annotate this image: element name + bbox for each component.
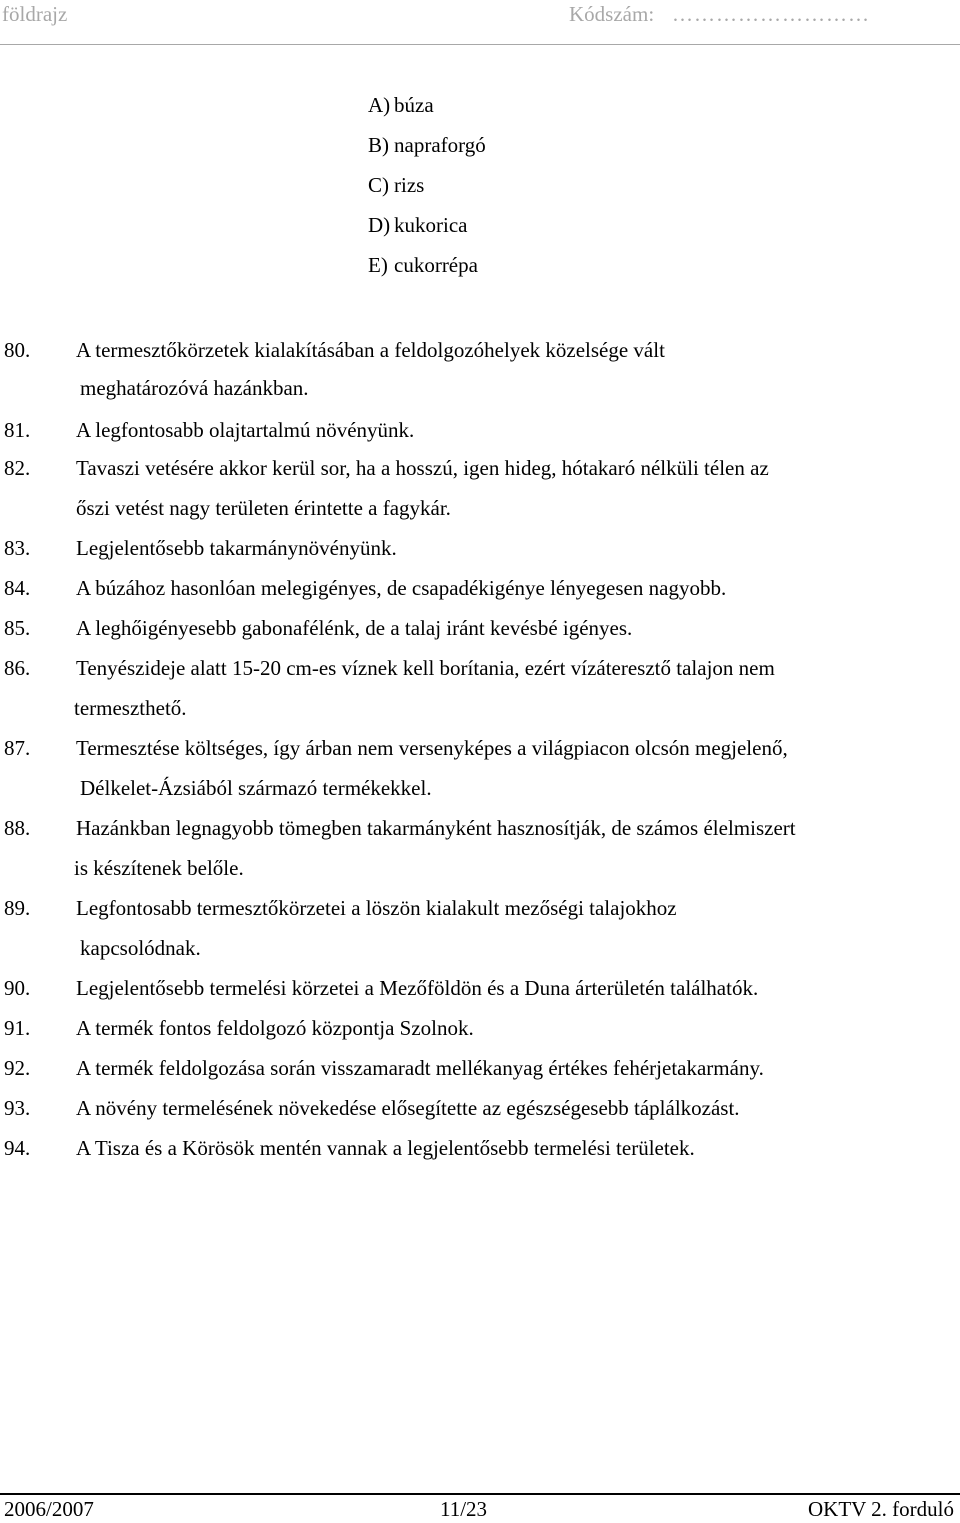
option-text: napraforgó	[394, 133, 486, 157]
option-item	[368, 208, 486, 248]
subject-label: földrajz	[2, 2, 68, 26]
option-letter: A)	[368, 93, 391, 117]
question-text-line: A búzához hasonlóan melegigényes, de csapadékigénye lényegesen nagyobb.	[76, 576, 727, 600]
question-number: 93.	[4, 1096, 31, 1120]
page-header	[0, 0, 960, 45]
question-number: 91.	[4, 1016, 31, 1040]
question-number: 81.	[4, 418, 31, 442]
question-text-line: A Tisza és a Körösök mentén vannak a legjelentősebb termelési területek.	[76, 1136, 695, 1160]
question-text-line: A növény termelésének növekedése elősegítette az egészségesebb táplálkozást.	[76, 1096, 740, 1120]
question-text-line: meghatározóvá hazánkban.	[80, 376, 309, 400]
header-divider	[0, 44, 960, 45]
question-number: 94.	[4, 1136, 31, 1160]
question-text-line: Legfontosabb termesztőkörzetei a löszön kialakult mezőségi talajokhoz	[76, 896, 677, 920]
option-letter: B)	[368, 133, 389, 157]
footer-divider	[0, 1493, 960, 1495]
footer-school-year: 2006/2007	[4, 1497, 94, 1521]
question-text-line: Délkelet-Ázsiából származó termékekkel.	[80, 776, 432, 800]
option-text: búza	[394, 93, 434, 117]
question-text-line: őszi vetést nagy területen érintette a fagykár.	[76, 496, 451, 520]
question-text-line: A legfontosabb olajtartalmú növényünk.	[76, 418, 415, 442]
question-number: 87.	[4, 736, 31, 760]
option-item	[368, 168, 486, 208]
question-number: 86.	[4, 656, 31, 680]
option-item	[368, 88, 486, 128]
question-text-line: Legjelentősebb takarmánynövényünk.	[76, 536, 397, 560]
option-item	[368, 128, 486, 168]
question-number: 92.	[4, 1056, 31, 1080]
question-number: 84.	[4, 576, 31, 600]
question-text-line: Tenyészideje alatt 15-20 cm-es víznek kell borítania, ezért vízáteresztő talajon nem	[76, 656, 775, 680]
question-text-line: Tavaszi vetésére akkor kerül sor, ha a hosszú, igen hideg, hótakaró nélküli télen az	[76, 456, 769, 480]
question-number: 85.	[4, 616, 31, 640]
question-text-line: A termék feldolgozása során visszamaradt mellékanyag értékes fehérjetakarmány.	[76, 1056, 764, 1080]
question-number: 90.	[4, 976, 31, 1000]
question-text-line: A termék fontos feldolgozó központja Szolnok.	[76, 1016, 474, 1040]
option-letter: E)	[368, 253, 388, 277]
footer-page-number: 11/23	[440, 1497, 488, 1521]
option-item	[368, 248, 486, 288]
question-text-line: is készítenek belőle.	[74, 856, 244, 880]
question-number: 89.	[4, 896, 31, 920]
question-number: 82.	[4, 456, 31, 480]
code-field-dots: ………………………	[672, 2, 870, 26]
question-number: 80.	[4, 338, 31, 362]
question-text-line: termeszthető.	[74, 696, 187, 720]
page-footer	[0, 1493, 960, 1523]
question-text-line: kapcsolódnak.	[80, 936, 201, 960]
question-text-line: Termesztése költséges, így árban nem versenyképes a világpiacon olcsón megjelenő,	[76, 736, 788, 760]
option-letter: D)	[368, 213, 391, 237]
question-text-line: A leghőigényesebb gabonafélénk, de a talaj iránt kevésbé igényes.	[76, 616, 633, 640]
answer-options	[368, 88, 486, 288]
option-text: rizs	[394, 173, 425, 197]
question-number: 83.	[4, 536, 31, 560]
option-text: cukorrépa	[394, 253, 478, 277]
code-label: Kódszám:	[569, 2, 655, 26]
option-letter: C)	[368, 173, 389, 197]
question-number: 88.	[4, 816, 31, 840]
question-text-line: A termesztőkörzetek kialakításában a feldolgozóhelyek közelsége vált	[76, 338, 665, 362]
question-text-line: Legjelentősebb termelési körzetei a Mezőföldön és a Duna árterületén találhatók.	[76, 976, 759, 1000]
option-text: kukorica	[394, 213, 468, 237]
question-text-line: Hazánkban legnagyobb tömegben takarmányként hasznosítják, de számos élelmiszert	[76, 816, 796, 840]
footer-competition-round: OKTV 2. forduló	[807, 1497, 954, 1521]
